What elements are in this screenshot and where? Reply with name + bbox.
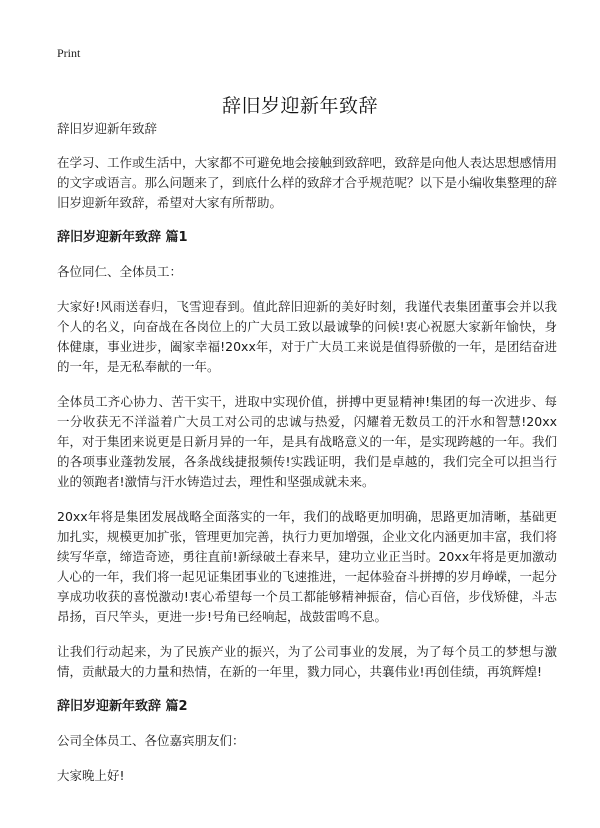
section-1-paragraph: 全体员工齐心协力、苦干实干，进取中实现价值，拼搏中更显精神!集团的每一次进步、每一分收获无不洋溢着广大员工对公司的忠诚与热爱，闪耀着无数员工的汗水和智慧!20xx年，对于集团来说更是日新月异的一年，是具有战略意义的一年，是实现跨越的一年。我们的各项事业蓬勃发展，各条战线捷报频传!实践证明，我们是卓越的，我们完全可以担当行业的领跑者!激情与汗水铸造过去，理性和坚强成就未来。 — [57, 394, 558, 489]
intro-paragraph: 在学习、工作或生活中，大家都不可避免地会接触到致辞吧，致辞是向他人表达思想感情用的文字或语言。那么问题来了，到底什么样的致辞才合乎规范呢？以下是小编收集整理的辞旧岁迎新年致辞，希望对大家有所帮助。 — [57, 155, 558, 210]
print-label: Print — [57, 46, 81, 60]
section-1-paragraph: 大家好!风雨送春归，飞雪迎春到。值此辞旧迎新的美好时刻，我谨代表集团董事会并以我个人的名义，向奋战在各岗位上的广大员工致以最诚挚的问候!衷心祝愿大家新年愉快，身体健康，事业进步，阖家幸福!20xx年，对于广大员工来说是值得骄傲的一年，是团结奋进的一年，是无私奉献的一年。 — [57, 299, 557, 374]
section-2-opening: 大家晚上好! — [57, 768, 125, 783]
document-subtitle: 辞旧岁迎新年致辞 — [57, 121, 158, 136]
section-1-paragraph: 20xx年将是集团发展战略全面落实的一年，我们的战略更加明确，思路更加清晰，基础更加扎实，规模更加扩张，管理更加完善，执行力更加增强，企业文化内涵更加丰富，我们将续写华章，缔造奇迹，勇往直前!新绿破土春来早，建功立业正当时。20xx年将是更加激动人心的一年，我们将一起见证集团事业的飞速推进，一起体验奋斗拼搏的岁月峥嵘，一起分享成功收获的喜悦激动!衷心希望每一个员工都能够精神振奋，信心百倍，步伐矫健，斗志昂扬，百尺竿头，更进一步!号角已经响起，战鼓雷鸣不息。 — [57, 509, 558, 624]
section-1-greeting: 各位同仁、全体员工： — [57, 264, 183, 279]
section-heading-2: 辞旧岁迎新年致辞 篇2 — [57, 699, 188, 714]
section-heading-1: 辞旧岁迎新年致辞 篇1 — [57, 230, 188, 245]
document-body — [57, 119, 557, 801]
section-2-greeting: 公司全体员工、各位嘉宾朋友们： — [57, 733, 245, 748]
page-title: 辞旧岁迎新年致辞 — [221, 94, 378, 117]
section-1-paragraph: 让我们行动起来，为了民族产业的振兴，为了公司事业的发展，为了每个员工的梦想与激情，贡献最大的力量和热情，在新的一年里，戮力同心，共襄伟业!再创佳绩，再筑辉煌! — [57, 644, 557, 679]
